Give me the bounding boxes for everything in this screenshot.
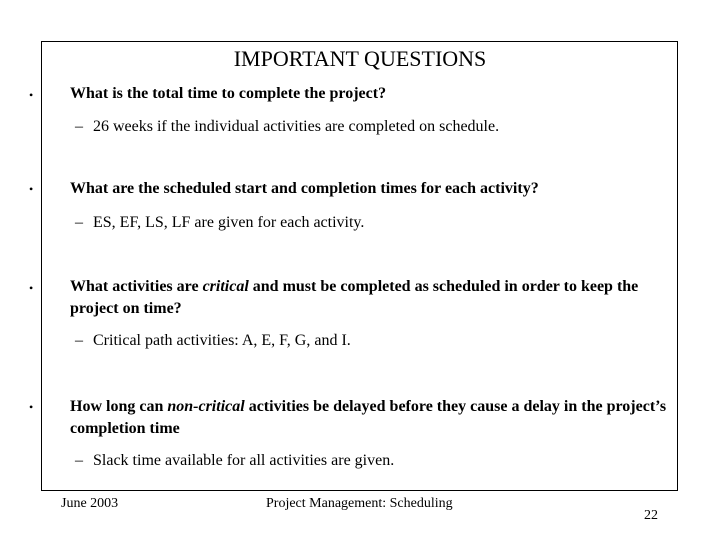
question-3-pre: What activities are bbox=[70, 278, 203, 295]
dash-4: – bbox=[75, 452, 83, 469]
answer-1-text: 26 weeks if the individual activities are completed on schedule. bbox=[93, 118, 500, 135]
answer-2 bbox=[75, 212, 364, 234]
question-1: What is the total time to complete the project? bbox=[70, 85, 387, 102]
answer-1 bbox=[75, 116, 499, 138]
dash-1: – bbox=[75, 118, 83, 135]
question-4 bbox=[70, 396, 690, 440]
footer-title: Project Management: Scheduling bbox=[266, 496, 453, 511]
question-3-post: and must be completed as scheduled in order to keep the project on time? bbox=[70, 278, 639, 317]
bullet-3: • bbox=[29, 281, 34, 295]
bullet-4: • bbox=[29, 400, 34, 414]
bullet-2: • bbox=[29, 182, 34, 196]
dash-2: – bbox=[75, 214, 83, 231]
bullet-1: • bbox=[29, 88, 34, 102]
question-4-emphasis: non-critical bbox=[167, 398, 245, 415]
dash-3: – bbox=[75, 332, 83, 349]
answer-4-text: Slack time available for all activities are given. bbox=[93, 452, 395, 469]
question-2: What are the scheduled start and completion times for each activity? bbox=[70, 180, 539, 197]
question-4-pre: How long can bbox=[70, 398, 168, 415]
footer-date: June 2003 bbox=[61, 496, 119, 511]
question-3-emphasis: critical bbox=[202, 278, 249, 295]
answer-4 bbox=[75, 450, 394, 472]
answer-3-text: Critical path activities: A, E, F, G, and I. bbox=[93, 332, 351, 349]
answer-2-text: ES, EF, LS, LF are given for each activity. bbox=[93, 214, 365, 231]
slide-number: 22 bbox=[644, 508, 658, 523]
answer-3 bbox=[75, 330, 351, 352]
question-4-post: activities be delayed before they cause a delay in the project’s completion time bbox=[70, 398, 667, 437]
slide-title: IMPORTANT QUESTIONS bbox=[233, 46, 487, 71]
question-3 bbox=[70, 276, 690, 320]
